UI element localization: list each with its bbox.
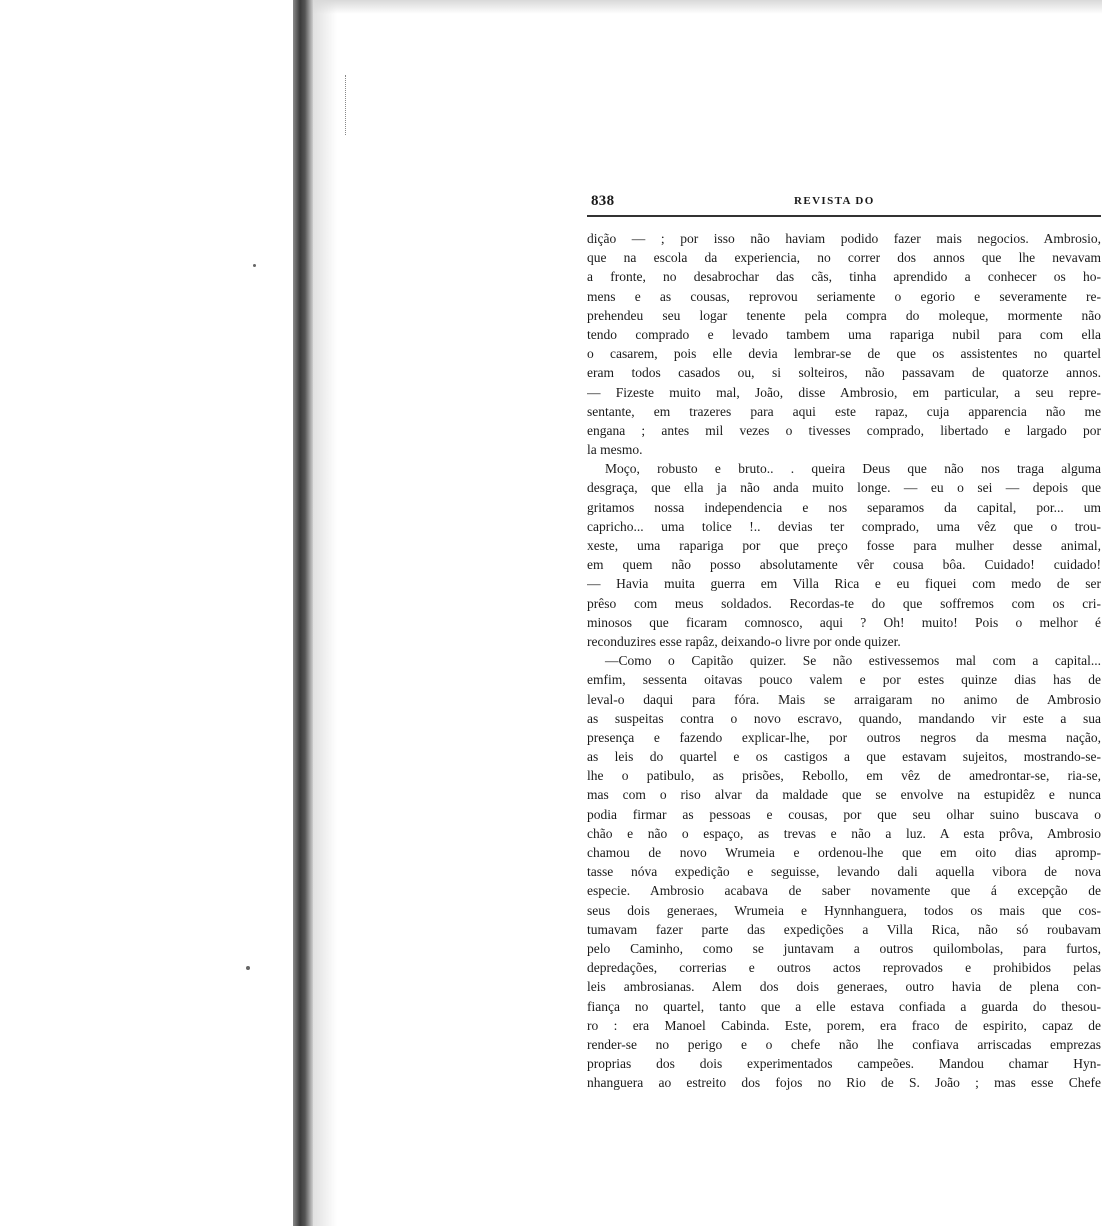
text-line: a fronte, no desabrochar das cãs, tinha aprendido a conhecer os ho-: [587, 269, 1101, 285]
gutter-shadow: [313, 0, 337, 1226]
text-line: emfim, sessenta oitavas pouco valem e por estes quinze dias has de: [587, 672, 1101, 688]
text-line: tendo comprado e levado tambem uma rapariga nubil para com ella: [587, 326, 1101, 342]
text-line: tasse nóva expedição e seguisse, levando dali aquella vibora de nova: [587, 864, 1101, 880]
text-line: mas com o riso alvar da maldade que se envolve na estupidêz e nunca: [587, 787, 1101, 803]
text-line: que na escola da experiencia, no correr dos annos que lhe nevavam: [587, 250, 1101, 266]
text-line: mens e as cousas, reprovou seriamente o egorio e severamente re-: [587, 288, 1101, 304]
page-top-edge: [313, 0, 1102, 14]
text-line: — Havia muita guerra em Villa Rica e eu fiquei com medo de ser: [587, 576, 1101, 592]
text-line: desgraça, que ella ja não anda muito longe. — eu o sei — depois que: [587, 480, 1101, 496]
text-line: proprias dos dois experimentados campeões. Mandou chamar Hyn-: [587, 1056, 1101, 1072]
text-line: as leis do quartel e os castigos a que estavam sujeitos, mostrando-se-: [587, 749, 1101, 765]
text-line: prêso com meus soldados. Recordas-te do que soffremos com os cri-: [587, 595, 1101, 611]
text-line: dição — ; por isso não haviam podido fazer mais negocios. Ambrosio,: [587, 231, 1101, 246]
text-line: — Fizeste muito mal, João, disse Ambrosio, em particular, a seu repre-: [587, 384, 1101, 400]
text-line: sentante, em trazeres para aqui este rapaz, cuja apparencia não me: [587, 403, 1101, 419]
text-line: depredações, correrias e outros actos reprovados e prohibidos pelas: [587, 960, 1101, 976]
text-line: especie. Ambrosio acabava de saber novamente que á excepção de: [587, 883, 1101, 899]
text-line: render-se no perigo e o chefe não lhe confiava arriscadas emprezas: [587, 1036, 1101, 1052]
text-line: gritamos nossa independencia e nos separamos da capital, por... um: [587, 499, 1101, 515]
text-line: o casarem, pois elle devia lembrar-se de que os assistentes no quartel: [587, 346, 1101, 362]
body-text: [587, 229, 1101, 1092]
text-line: leval-o daqui para fóra. Mais se arraigaram no animo de Ambrosio: [587, 691, 1101, 707]
text-line: seus dois generaes, Wrumeia e Hynnhanguera, todos os mais que cos-: [587, 902, 1101, 918]
text-line: Moço, robusto e bruto.. . queira Deus que não nos traga alguma: [605, 461, 1101, 477]
text-line: ro : era Manoel Cabinda. Este, porem, era fraco de espirito, capaz de: [587, 1017, 1101, 1033]
text-line: fiança no quartel, tanto que a elle estava confiada a guarda do thesou-: [587, 998, 1101, 1014]
text-line: presença e fazendo explicar-lhe, por outros negros da mesma nação,: [587, 729, 1101, 745]
text-line: lhe o patibulo, as prisões, Rebollo, em vêz de amedrontar-se, ria-se,: [587, 768, 1101, 784]
text-line: nhanguera ao estreito dos fojos no Rio de S. João ; mas esse Chefe: [587, 1075, 1101, 1091]
text-line: podia firmar as pessoas e cousas, por que seu olhar suino buscava o: [587, 806, 1101, 822]
text-line: xeste, uma rapariga por que preço fosse para mulher desse animal,: [587, 538, 1101, 553]
text-line: chão e não o espaço, as trevas e não a luz. A esta prôva, Ambrosio: [587, 825, 1101, 841]
text-line: as suspeitas contra o novo escravo, quando, mandando vir este a sua: [587, 710, 1101, 726]
text-line: chamou de novo Wrumeia e ordenou-lhe que em oito dias apromp-: [587, 845, 1101, 860]
page-number: 838: [591, 193, 615, 209]
text-line: em quem não posso absolutamente vêr cousa bôa. Cuidado! cuidado!: [587, 557, 1101, 573]
text-line: capricho... uma tolice !.. devias ter comprado, uma vêz que o trou-: [587, 518, 1101, 534]
text-line: —Como o Capitão quizer. Se não estivessemos mal com a capital...: [605, 653, 1101, 669]
text-line: eram todos casados ou, si solteiros, não passavam de quatorze annos.: [587, 365, 1101, 381]
text-line: reconduzires esse rapâz, deixando-o livre por onde quizer.: [587, 633, 901, 649]
text-line: leis ambrosianas. Alem dos dois generaes, outro havia de plena con-: [587, 979, 1101, 995]
speck-2: [246, 966, 250, 970]
book-gutter: [293, 0, 313, 1226]
text-line: la mesmo.: [587, 442, 643, 458]
speck-1: [253, 264, 256, 267]
text-line: pelo Caminho, como se juntavam a outros quilombolas, para furtos,: [587, 940, 1101, 956]
margin-marks: [345, 75, 358, 135]
text-line: engana ; antes mil vezes o tivesses comprado, libertado e largado por: [587, 422, 1101, 438]
text-line: tumavam fazer parte das expedições a Villa Rica, não só roubavam: [587, 921, 1101, 937]
page-header: [587, 191, 1101, 217]
left-page: [0, 0, 300, 1226]
text-line: minosos que ficaram comnosco, aqui ? Oh! muito! Pois o melhor é: [587, 614, 1101, 630]
running-head: REVISTA DO: [794, 195, 875, 207]
text-line: prehendeu seu logar tenente pela compra do moleque, mormente não: [587, 307, 1101, 323]
